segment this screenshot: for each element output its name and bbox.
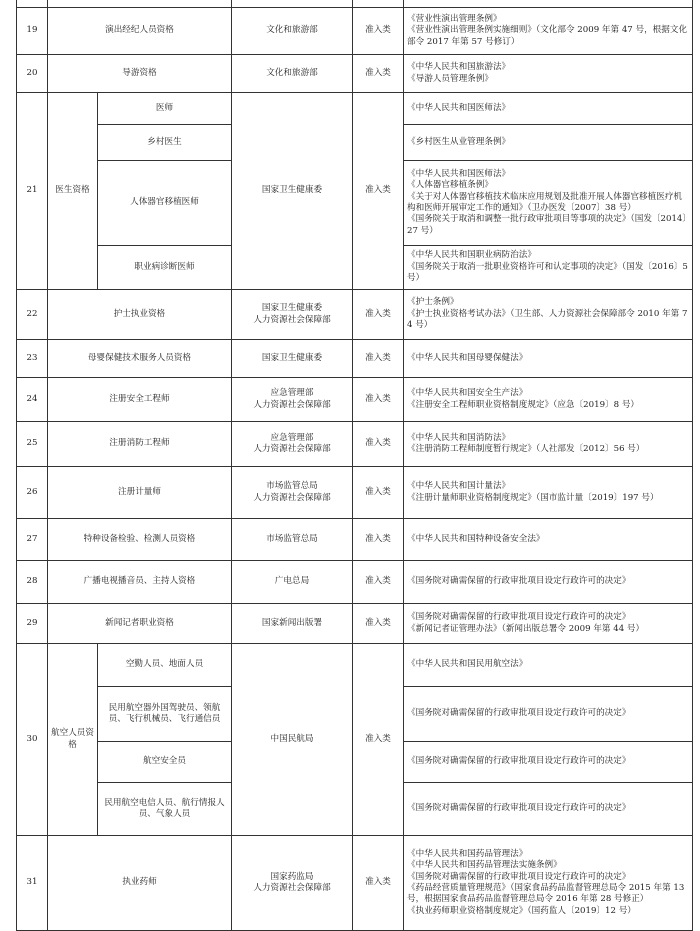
department-line: 人力资源社会保障部	[253, 492, 331, 503]
category: 准入类	[353, 604, 404, 644]
sub-qualification: 民用航空电信人员、航行情报人员、气象人员	[98, 783, 232, 836]
department: 国家卫生健康委	[232, 340, 353, 378]
department: 文化和旅游部	[232, 55, 353, 93]
legal-basis	[404, 467, 693, 519]
law-text: 《注册计量师职业资格制度规定》（国市监计量〔2019〕197 号）	[407, 492, 659, 503]
category: 准入类	[353, 8, 404, 55]
category: 准入类	[353, 422, 404, 467]
category: 准入类	[353, 561, 404, 604]
legal-basis	[404, 246, 693, 290]
department	[232, 836, 353, 931]
department-line: 人力资源社会保障部	[253, 883, 331, 893]
qualification-table	[16, 0, 693, 931]
row-number: 28	[17, 561, 48, 604]
legal-basis	[404, 687, 693, 742]
row-number: 26	[17, 467, 48, 519]
department: 国家卫生健康委	[232, 93, 353, 290]
sub-qualification: 空勤人员、地面人员	[98, 644, 232, 687]
table-row	[17, 340, 693, 378]
department: 中国民航局	[232, 644, 353, 836]
table-row	[17, 604, 693, 644]
legal-basis	[404, 93, 693, 125]
qualification-name: 航空人员资格	[48, 644, 98, 836]
category: 准入类	[353, 467, 404, 519]
category: 准入类	[353, 378, 404, 422]
law-text: 《国务院对确需保留的行政审批项目设定行政许可的决定》	[407, 576, 631, 587]
category: 准入类	[353, 290, 404, 340]
legal-basis	[404, 161, 693, 246]
legal-basis	[404, 519, 693, 561]
row-number: 27	[17, 519, 48, 561]
category: 准入类	[353, 519, 404, 561]
sub-qualification: 乡村医生	[98, 125, 232, 161]
legal-basis	[404, 340, 693, 378]
law-text: 《中华人民共和国民用航空法》	[407, 659, 528, 670]
table-row	[17, 378, 693, 422]
qualification-name: 特种设备检验、检测人员资格	[48, 519, 232, 561]
sub-qualification: 航空安全员	[98, 742, 232, 783]
department	[232, 422, 353, 467]
category: 准入类	[353, 340, 404, 378]
department-line: 应急管理部	[270, 388, 314, 399]
table-row	[17, 561, 693, 604]
department	[232, 467, 353, 519]
law-text: 《关于对人体器官移植技术临床应用规划及批准开展人体器官移植医疗机构和医师开展审定工作的通知》（卫办医发〔2007〕38 号）	[407, 191, 683, 213]
law-text: 《药品经营质量管理规范》（国家食品药品监督管理总局令 2015 年第 13 号，根据国家食品药品监督管理总局令 2016 年第 28 号修正）	[407, 883, 685, 905]
table-row	[17, 836, 693, 931]
sub-qualification: 民用航空器外国驾驶员、领航员、飞行机械员、飞行通信员	[98, 687, 232, 742]
department-line: 国家药监局	[270, 871, 314, 882]
table-row	[17, 467, 693, 519]
department-line: 市场监管总局	[266, 481, 318, 492]
row-number: 21	[17, 93, 48, 290]
qualification-name: 导游资格	[48, 55, 232, 93]
law-text: 《中华人民共和国消防法》	[407, 432, 511, 443]
law-text: 《中华人民共和国医师法》	[407, 102, 511, 113]
legal-basis	[404, 836, 693, 931]
table-row	[17, 93, 693, 125]
legal-basis	[404, 742, 693, 783]
qualification-name: 演出经纪人员资格	[48, 8, 232, 55]
law-text: 《国务院对确需保留的行政审批项目设定行政许可的决定》	[407, 803, 631, 814]
table-row	[17, 8, 693, 55]
legal-basis	[404, 561, 693, 604]
qualification-name: 广播电视播音员、主持人资格	[48, 561, 232, 604]
legal-basis	[404, 8, 693, 55]
table-row	[17, 290, 693, 340]
legal-basis	[404, 290, 693, 340]
law-text: 《中华人民共和国安全生产法》	[407, 388, 528, 399]
sub-qualification: 医师	[98, 93, 232, 125]
row-number: 19	[17, 8, 48, 55]
legal-basis	[404, 378, 693, 422]
qualification-name: 注册消防工程师	[48, 422, 232, 467]
department	[232, 290, 353, 340]
law-text: 《中华人民共和国职业病防治法》	[407, 250, 536, 261]
row-number: 31	[17, 836, 48, 931]
department	[232, 378, 353, 422]
legal-basis	[404, 55, 693, 93]
qualification-name: 护士执业资格	[48, 290, 232, 340]
department: 国家新闻出版署	[232, 604, 353, 644]
row-number: 20	[17, 55, 48, 93]
law-text: 《国务院对确需保留的行政审批项目设定行政许可的决定》	[407, 612, 631, 623]
table-row-clipped	[17, 0, 693, 8]
law-text: 《注册安全工程师职业资格制度规定》（应急〔2019〕8 号）	[407, 399, 640, 410]
department-line: 人力资源社会保障部	[253, 399, 331, 410]
law-text: 《护士条例》	[407, 297, 459, 308]
legal-basis	[404, 644, 693, 687]
table-row	[17, 519, 693, 561]
category: 准入类	[353, 55, 404, 93]
department: 广电总局	[232, 561, 353, 604]
law-text: 《执业药师职业资格制度规定》（国药监人〔2019〕12 号）	[407, 905, 636, 916]
legal-basis	[404, 422, 693, 467]
department-line: 人力资源社会保障部	[253, 314, 331, 325]
legal-basis	[404, 125, 693, 161]
law-text: 《中华人民共和国药品管理法》	[407, 848, 528, 859]
qualification-name: 注册计量师	[48, 467, 232, 519]
department: 市场监管总局	[232, 519, 353, 561]
law-text: 《中华人民共和国特种设备安全法》	[407, 533, 545, 544]
table-row	[17, 644, 693, 687]
law-text: 《中华人民共和国计量法》	[407, 481, 511, 492]
law-text: 《中华人民共和国医师法》	[407, 168, 511, 179]
department: 文化和旅游部	[232, 8, 353, 55]
law-text: 《营业性演出管理条例》	[407, 13, 502, 24]
law-text: 《国务院对确需保留的行政审批项目设定行政许可的决定》	[407, 756, 631, 767]
law-text: 《中华人民共和国旅游法》	[407, 62, 511, 73]
row-number: 29	[17, 604, 48, 644]
table-row	[17, 55, 693, 93]
row-number: 30	[17, 644, 48, 836]
department-line: 人力资源社会保障部	[253, 444, 331, 454]
law-text: 《国务院关于取消一批职业资格许可和认定事项的决定》（国发〔2016〕5 号）	[407, 261, 688, 284]
row-number: 25	[17, 422, 48, 467]
qualification-name: 母婴保健技术服务人员资格	[48, 340, 232, 378]
law-text: 《中华人民共和国母婴保健法》	[407, 352, 528, 363]
sub-qualification: 人体器官移植医师	[98, 161, 232, 246]
legal-basis	[404, 604, 693, 644]
law-text: 《乡村医生从业管理条例》	[407, 136, 511, 147]
row-number: 22	[17, 290, 48, 340]
law-text: 《国务院对确需保留的行政审批项目设定行政许可的决定》	[407, 871, 631, 882]
department-line: 应急管理部	[270, 432, 314, 443]
category: 准入类	[353, 93, 404, 290]
law-text: 《注册消防工程师制度暂行规定》（人社部发〔2012〕56 号）	[407, 444, 645, 454]
law-text: 《导游人员管理条例》	[407, 73, 493, 84]
category: 准入类	[353, 644, 404, 836]
law-text: 《国务院关于取消和调整一批行政审批项目等事项的决定》（国发〔2014〕27 号）	[407, 214, 687, 236]
law-text: 《营业性演出管理条例实施细则》（文化部令 2009 年第 47 号，根据文化部令 2017 年第 57 号修订）	[407, 25, 688, 47]
row-number: 23	[17, 340, 48, 378]
table-row	[17, 422, 693, 467]
department-line: 国家卫生健康委	[261, 303, 323, 314]
qualification-name: 注册安全工程师	[48, 378, 232, 422]
qualification-name: 医生资格	[48, 93, 98, 290]
row-number: 24	[17, 378, 48, 422]
law-text: 《人体器官移植条例》	[407, 180, 493, 191]
qualification-name: 执业药师	[48, 836, 232, 931]
law-text: 《新闻记者证管理办法》（新闻出版总署令 2009 年第 44 号）	[407, 623, 645, 634]
category: 准入类	[353, 836, 404, 931]
law-text: 《国务院对确需保留的行政审批项目设定行政许可的决定》	[407, 708, 631, 719]
qualification-name: 新闻记者职业资格	[48, 604, 232, 644]
legal-basis	[404, 783, 693, 836]
sub-qualification: 职业病诊断医师	[98, 246, 232, 290]
law-text: 《中华人民共和国药品管理法实施条例》	[407, 860, 562, 871]
law-text: 《护士执业资格考试办法》（卫生部、人力资源社会保障部令 2010 年第 74 号）	[407, 308, 688, 331]
